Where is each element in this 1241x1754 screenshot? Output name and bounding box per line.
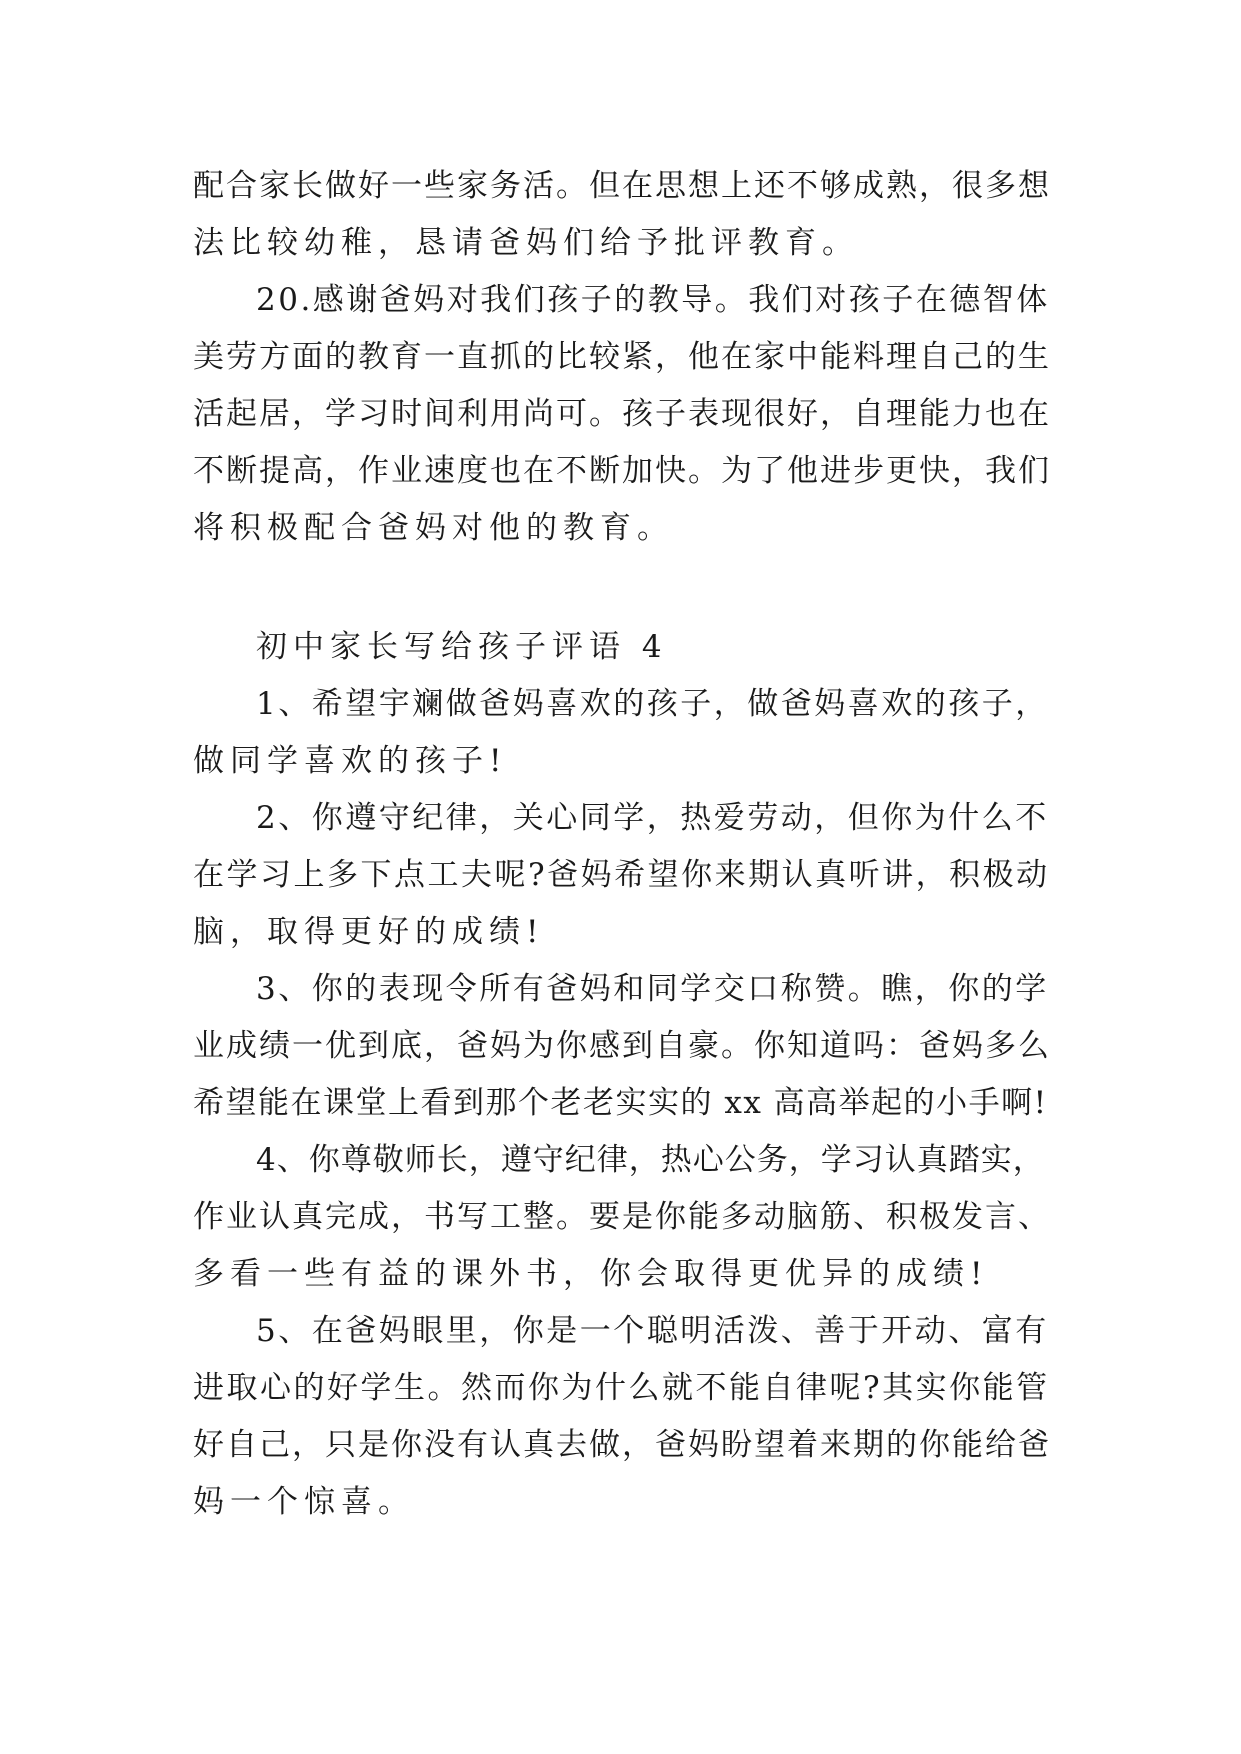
text-line: 配合家长做好一些家务活。但在思想上还不够成熟，很多想 [193, 168, 1051, 204]
text-line: 美劳方面的教育一直抓的比较紧，他在家中能料理自己的生 [193, 339, 1051, 375]
text-line: 脑，取得更好的成绩! [193, 914, 545, 950]
text-line: 活起居，学习时间利用尚可。孩子表现很好，自理能力也在 [193, 396, 1051, 432]
text-line: 4、你尊敬师长，遵守纪律，热心公务，学习认真踏实， [256, 1142, 1045, 1178]
text-line: 进取心的好学生。然而你为什么就不能自律呢?其实你能管 [193, 1370, 1050, 1406]
text-line: 多看一些有益的课外书，你会取得更优异的成绩! [193, 1256, 989, 1292]
text-line: 做同学喜欢的孩子! [193, 743, 508, 779]
section-heading: 初中家长写给孩子评语 4 [256, 629, 668, 665]
text-line: 5、在爸妈眼里，你是一个聪明活泼、善于开动、富有 [256, 1313, 1049, 1349]
text-line: 业成绩一优到底，爸妈为你感到自豪。你知道吗：爸妈多么 [193, 1028, 1051, 1064]
text-line: 2、你遵守纪律，关心同学，热爱劳动，但你为什么不 [256, 800, 1049, 836]
text-line: 3、你的表现令所有爸妈和同学交口称赞。瞧，你的学 [256, 971, 1049, 1007]
text-line: 妈一个惊喜。 [193, 1484, 415, 1520]
text-line: 法比较幼稚，恳请爸妈们给予批评教育。 [193, 225, 859, 261]
text-line: 1、希望宇斓做爸妈喜欢的孩子，做爸妈喜欢的孩子， [256, 686, 1049, 722]
text-line: 在学习上多下点工夫呢?爸妈希望你来期认真听讲，积极动 [193, 857, 1050, 893]
text-line: 好自己，只是你没有认真去做，爸妈盼望着来期的你能给爸 [193, 1427, 1051, 1463]
text-line: 不断提高，作业速度也在不断加快。为了他进步更快，我们 [193, 453, 1051, 489]
text-line: 将积极配合爸妈对他的教育。 [193, 510, 674, 546]
text-line: 希望能在课堂上看到那个老老实实的 xx 高高举起的小手啊! [193, 1085, 1048, 1121]
text-line: 作业认真完成，书写工整。要是你能多动脑筋、积极发言、 [193, 1199, 1051, 1235]
text-line: 20.感谢爸妈对我们孩子的教导。我们对孩子在德智体 [256, 282, 1050, 318]
